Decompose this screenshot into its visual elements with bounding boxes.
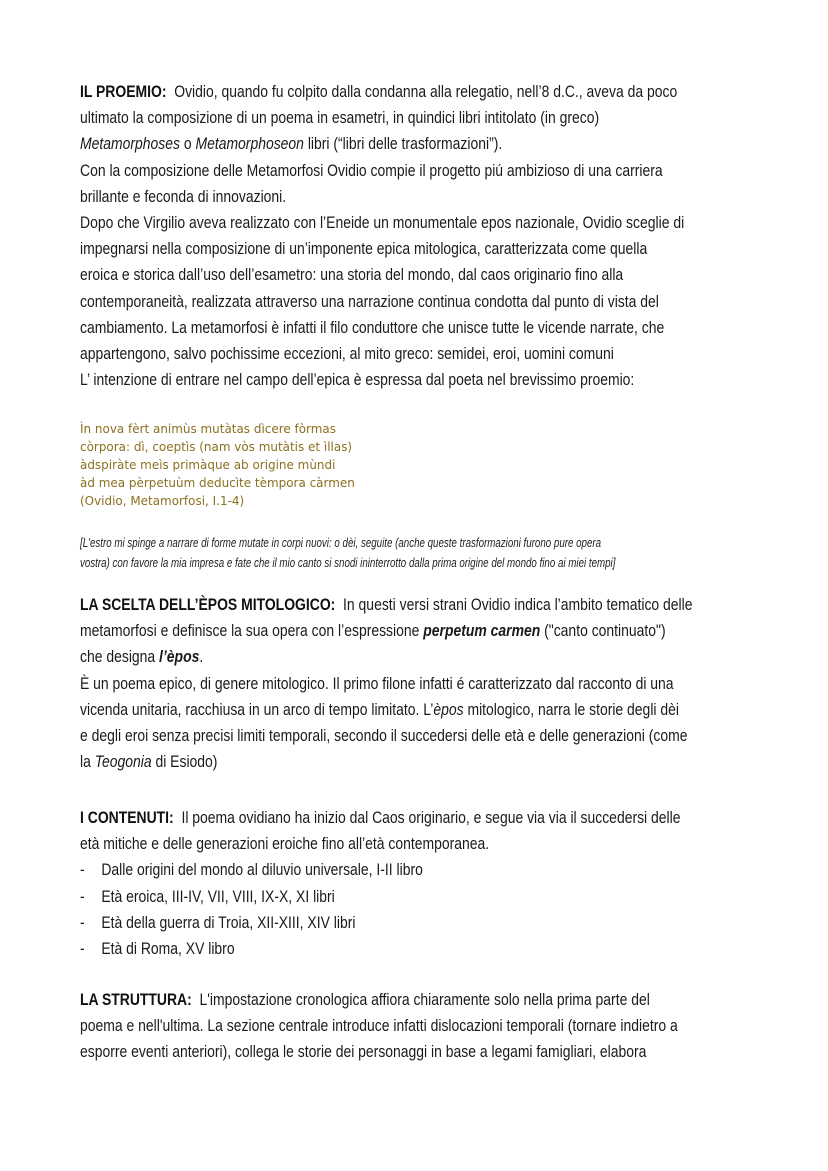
- section-scelta-epos: [80, 592, 693, 775]
- text-line: [80, 618, 693, 644]
- text-line: [80, 697, 693, 723]
- verse-line: còrpora: dì, coeptìs (nam vòs mutàtis et ìllas): [80, 439, 353, 454]
- body-text: L’ intenzione di entrare nel campo dell’epica è espressa dal poeta nel brevissimo proemio:: [80, 370, 635, 390]
- text-line: [80, 315, 684, 341]
- text-line: [80, 1039, 678, 1065]
- body-text: È un poema epico, di genere mitologico. Il primo filone infatti é caratterizzato dal racconto di una: [80, 673, 674, 693]
- body-text: L'impostazione cronologica affiora chiaramente solo nella prima parte del: [191, 990, 650, 1009]
- emphasis-text: Teogonia: [94, 752, 152, 772]
- text-line: [80, 210, 684, 236]
- section-heading: IL PROEMIO:: [80, 82, 167, 101]
- body-text: Il poema ovidiano ha inizio dal Caos originario, e segue via via il succedersi delle: [173, 808, 681, 827]
- body-text: che designa: [80, 647, 160, 667]
- body-text: .: [199, 647, 204, 667]
- text-line: [80, 644, 693, 670]
- verse-line: Ìn nova fèrt animùs mutàtas dìcere fòrmas: [80, 421, 336, 436]
- emphasis-text: l’èpos: [159, 647, 200, 667]
- text-line: [80, 158, 684, 184]
- translation-note: [80, 533, 615, 573]
- body-text: contemporaneità, realizzata attraverso una narrazione continua condotta dal punto di vista del: [80, 291, 659, 311]
- body-text: Con la composizione delle Metamorfosi Ovidio compie il progetto piú ambizioso di una carriera: [80, 160, 663, 180]
- text-line: [80, 105, 684, 131]
- emphasis-text: Metamorphoses: [80, 134, 180, 154]
- text-line: [80, 723, 693, 749]
- verse-line: àdspiràte meìs primàque ab origine mùndi: [80, 457, 336, 472]
- section-heading: LA STRUTTURA:: [80, 990, 192, 1009]
- latin-verse-quote: [80, 420, 355, 510]
- emphasis-text: Metamorphoseon: [195, 134, 304, 154]
- text-line: [80, 987, 678, 1013]
- body-text: esporre eventi anteriori), collega le storie dei personaggi in base a legami famigliari, elabora: [80, 1042, 647, 1062]
- section-proemio: [80, 79, 684, 393]
- list-item: [80, 936, 680, 962]
- text-line: [80, 289, 684, 315]
- section-heading: I CONTENUTI:: [80, 808, 174, 827]
- body-text: ("canto continuato"): [540, 621, 666, 641]
- body-text: appartengono, salvo pochissime eccezioni, al mito greco: semidei, eroi, uomini comuni: [80, 343, 614, 363]
- body-text: età mitiche e delle generazioni eroiche fino all’età contemporanea.: [80, 834, 490, 854]
- text-line: [80, 184, 684, 210]
- translation-line: [L'estro mi spinge a narrare di forme mutate in corpi nuovi: o dèi, seguite (anche queste trasformazioni furono pure opera: [80, 536, 602, 550]
- text-line: [80, 262, 684, 288]
- bullet-dash: -: [80, 886, 85, 906]
- translation-line: vostra) con favore la mia impresa e fate che il mio canto si snodi ininterrotto dalla prima origine del mondo fino ai miei tempi]: [80, 556, 616, 570]
- body-text: Ovidio, quando fu colpito dalla condanna alla relegatio, nell’8 d.C., aveva da poco: [166, 82, 678, 101]
- text-line: [80, 236, 684, 262]
- text-line: [80, 671, 693, 697]
- text-line: [80, 1013, 678, 1039]
- body-text: o: [179, 134, 196, 154]
- body-text: Dopo che Virgilio aveva realizzato con l’Eneide un monumentale epos nazionale, Ovidio sceglie di: [80, 212, 685, 232]
- body-text: mitologico, narra le storie degli dèi: [463, 699, 679, 719]
- body-text: la: [80, 752, 95, 772]
- emphasis-text: perpetum carmen: [423, 621, 541, 641]
- body-text: Dalle origini del mondo al diluvio universale, I-II libro: [101, 860, 423, 880]
- body-text: In questi versi strani Ovidio indica l’ambito tematico delle: [335, 595, 693, 614]
- list-item: [80, 857, 680, 883]
- body-text: ultimato la composizione di un poema in esametri, in quindici libri intitolato (in greco): [80, 108, 600, 128]
- list-item: [80, 884, 680, 910]
- body-text: vicenda unitaria, racchiusa in un arco di tempo limitato. L’: [80, 699, 434, 719]
- text-line: [80, 831, 680, 857]
- bullet-dash: -: [80, 912, 85, 932]
- text-line: [80, 367, 684, 393]
- text-line: [80, 592, 693, 618]
- body-text: Età della guerra di Troia, XII-XIII, XIV libri: [101, 912, 356, 932]
- list-item: [80, 910, 680, 936]
- emphasis-text: èpos: [433, 699, 464, 719]
- body-text: poema e nell'ultima. La sezione centrale introduce infatti dislocazioni temporali (tornare indietro a: [80, 1016, 678, 1036]
- body-text: Età eroica, III-IV, VII, VIII, IX-X, XI libri: [101, 886, 335, 906]
- section-heading: LA SCELTA DELL’ÈPOS MITOLOGICO:: [80, 595, 336, 614]
- body-text: impegnarsi nella composizione di un’imponente epica mitologica, caratterizzata come quella: [80, 239, 648, 259]
- text-line: [80, 131, 684, 157]
- section-struttura: [80, 987, 678, 1066]
- body-text: e degli eroi senza precisi limiti temporali, secondo il succedersi delle età e delle generazioni (come: [80, 725, 688, 745]
- body-text: Età di Roma, XV libro: [101, 938, 235, 958]
- bullet-dash: -: [80, 860, 85, 880]
- body-text: di Esiodo): [151, 752, 218, 772]
- text-line: [80, 749, 693, 775]
- body-text: libri (“libri delle trasformazioni”).: [303, 134, 503, 154]
- text-line: [80, 805, 680, 831]
- verse-citation: (Ovidio, Metamorfosi, I.1-4): [80, 493, 245, 508]
- verse-line: àd mea pèrpetuùm deducìte tèmpora càrmen: [80, 475, 355, 490]
- body-text: cambiamento. La metamorfosi è infatti il filo conduttore che unisce tutte le vicende narrate, che: [80, 317, 665, 337]
- body-text: metamorfosi e definisce la sua opera con l’espressione: [80, 621, 424, 641]
- body-text: eroica e storica dall’uso dell’esametro: una storia del mondo, dal caos originario fino alla: [80, 265, 624, 285]
- text-line: [80, 79, 684, 105]
- bullet-dash: -: [80, 938, 85, 958]
- text-line: [80, 341, 684, 367]
- section-contenuti: [80, 805, 680, 962]
- body-text: brillante e feconda di innovazioni.: [80, 186, 287, 206]
